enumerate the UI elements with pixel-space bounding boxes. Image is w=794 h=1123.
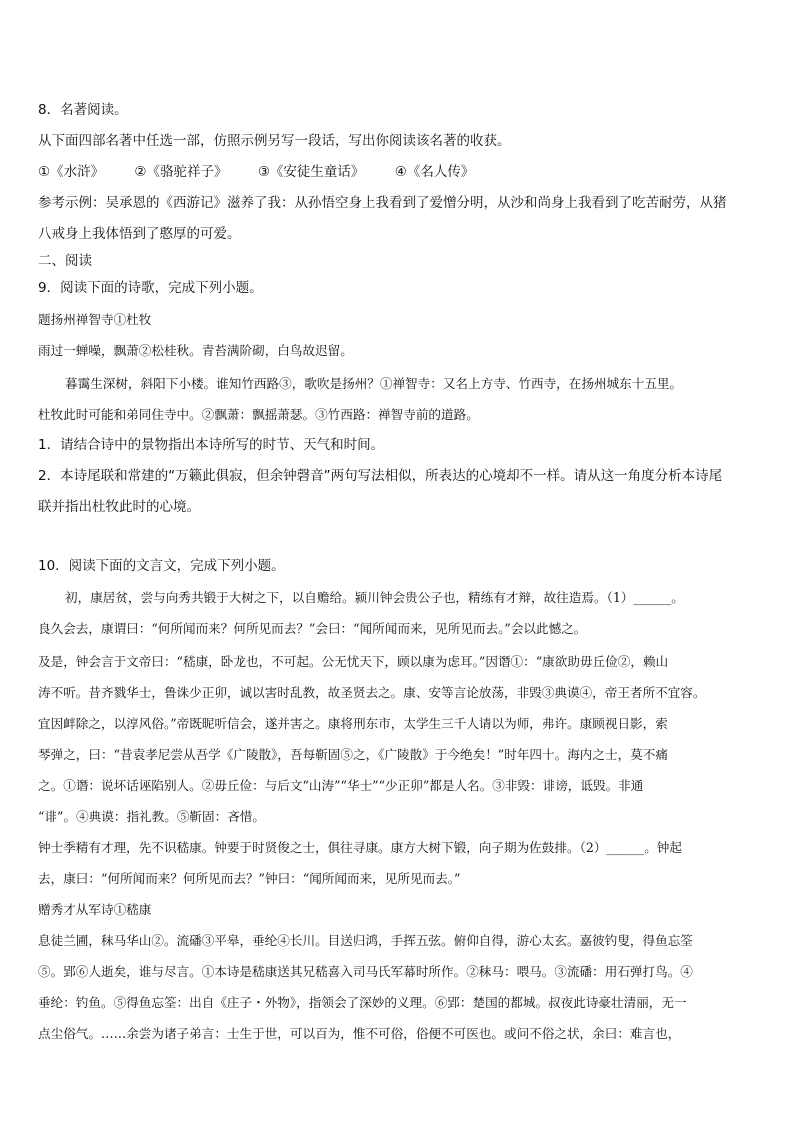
q9-subquestion-2: 2．本诗尾联和常建的“万籁此俱寂，但余钟磬音”两句写法相似，所表达的心境却不一样。请从这一角度分析本诗尾 [38,468,723,484]
option-4: ④《名人传》 [394,164,475,180]
q10-title: 10．阅读下面的文言文，完成下列小题。 [38,558,285,574]
q9-subquestion-1: 1．请结合诗中的景物指出本诗所写的时节、天气和时间。 [38,437,385,453]
q10-text-line: 涛不听。昔齐戮华士，鲁诛少正卯，诚以害时乱教，故圣贤去之。康、安等言论放荡，非毁③典谟④，帝王者所不宜容。 [38,685,706,700]
q10-text-line: 去，康曰：“何所闻而来？何所见而去？”钟曰：“闻所闻而来，见所见而去。” [38,871,461,886]
q10-text-line: 初，康居贫，尝与向秀共锻于大树之下，以自赡给。颍川钟会贵公子也，精练有才辩，故往造焉。（1）______。 [65,590,684,605]
q9-poem-line: 雨过一蝉噪，飘萧②松桂秋。青苔满阶砌，白鸟故迟留。 [38,343,353,358]
q10-text-line: 良久会去，康谓曰：“何所闻而来？何所见而去？”会曰：“闻所闻而来，见所见而去。”会以此憾之。 [38,621,587,636]
q9-subquestion-2: 联并指出杜牧此时的心境。 [38,499,200,515]
q10-poem-line: 垂纶：钓鱼。⑤得鱼忘筌：出自《庄子・外物》，指领会了深妙的义理。⑥郢：楚国的都城。叔夜此诗豪壮清丽，无一 [38,995,687,1010]
q9-note-line: 杜牧此时可能和弟同住寺中。②飘萧：飘摇萧瑟。③竹西路：禅智寺前的道路。 [38,407,479,422]
q10-poem-line: 点尘俗气。……余尝为诸子弟言：士生于世，可以百为，惟不可俗，俗便不可医也。或问不俗之状，余曰：难言也， [38,1026,681,1041]
q10-text-line: “诽”。④典谟：指礼教。⑤靳固：吝惜。 [38,809,265,824]
q10-poem-title: 赠秀才从军诗①嵇康 [38,902,152,917]
q8-title: 8．名著阅读。 [38,102,128,118]
option-2: ②《骆驼祥子》 [134,164,228,180]
q10-poem-line: 息徒兰圃，秣马华山②。流磻③平皋，垂纶④长川。目送归鸿，手挥五弦。俯仰自得，游心太玄。嘉彼钓叟，得鱼忘筌 [38,933,693,948]
q10-text-line: 之。①谮：说坏话诬陷别人。②毋丘俭：与后文“山涛”“华士”“少正卯”都是人名。③非毁：诽谤，诋毁。非通 [38,778,644,793]
section-heading: 二、阅读 [38,253,92,269]
q9-title: 9．阅读下面的诗歌，完成下列小题。 [38,280,263,296]
option-3: ③《安徒生童话》 [257,164,365,180]
q10-text-line: 琴弹之，曰：“昔袁孝尼尝从吾学《广陵散》，吾每靳固⑤之，《广陵散》于今绝矣！”时年四十。海内之士，莫不痛 [38,747,668,762]
q9-poem-line: 暮霭生深树，斜阳下小楼。谁知竹西路③，歌吹是扬州？①禅智寺：又名上方寺、竹西寺，在扬州城东十五里。 [65,376,683,391]
q10-text-line: 及是，钟会言于文帝曰：“嵇康，卧龙也，不可起。公无忧天下，顾以康为虑耳。”因谮①：“康欲助毋丘俭②，赖山 [38,654,669,669]
q8-example-line: 参考示例：吴承恩的《西游记》滋养了我：从孙悟空身上我看到了爱憎分明，从沙和尚身上我看到了吃苦耐劳，从猪 [38,195,727,211]
q9-poem-title: 题扬州禅智寺①杜牧 [38,312,152,327]
q10-text-line: 钟士季精有才理，先不识嵇康。钟要于时贤俊之士，俱往寻康。康方大树下锻，向子期为佐鼓排。（2）______。钟起 [38,840,682,855]
q8-instruction: 从下面四部名著中任选一部，仿照示例另写一段话，写出你阅读该名著的收获。 [38,133,511,149]
q8-example-line: 八戒身上我体悟到了憨厚的可爱。 [38,226,241,242]
exam-page [38,100,760,1044]
q10-text-line: 宜因衅除之，以淳风俗。”帝既昵听信会，遂并害之。康将刑东市，太学生三千人请以为师，弗许。康顾视日影，索 [38,716,668,731]
option-1: ①《水浒》 [38,164,105,180]
q8-options [38,162,760,183]
q10-poem-line: ⑤。郢⑥人逝矣，谁与尽言。①本诗是嵇康送其兄嵇喜入司马氏军幕时所作。②秣马：喂马。③流磻：用石弹打鸟。④ [38,964,693,979]
